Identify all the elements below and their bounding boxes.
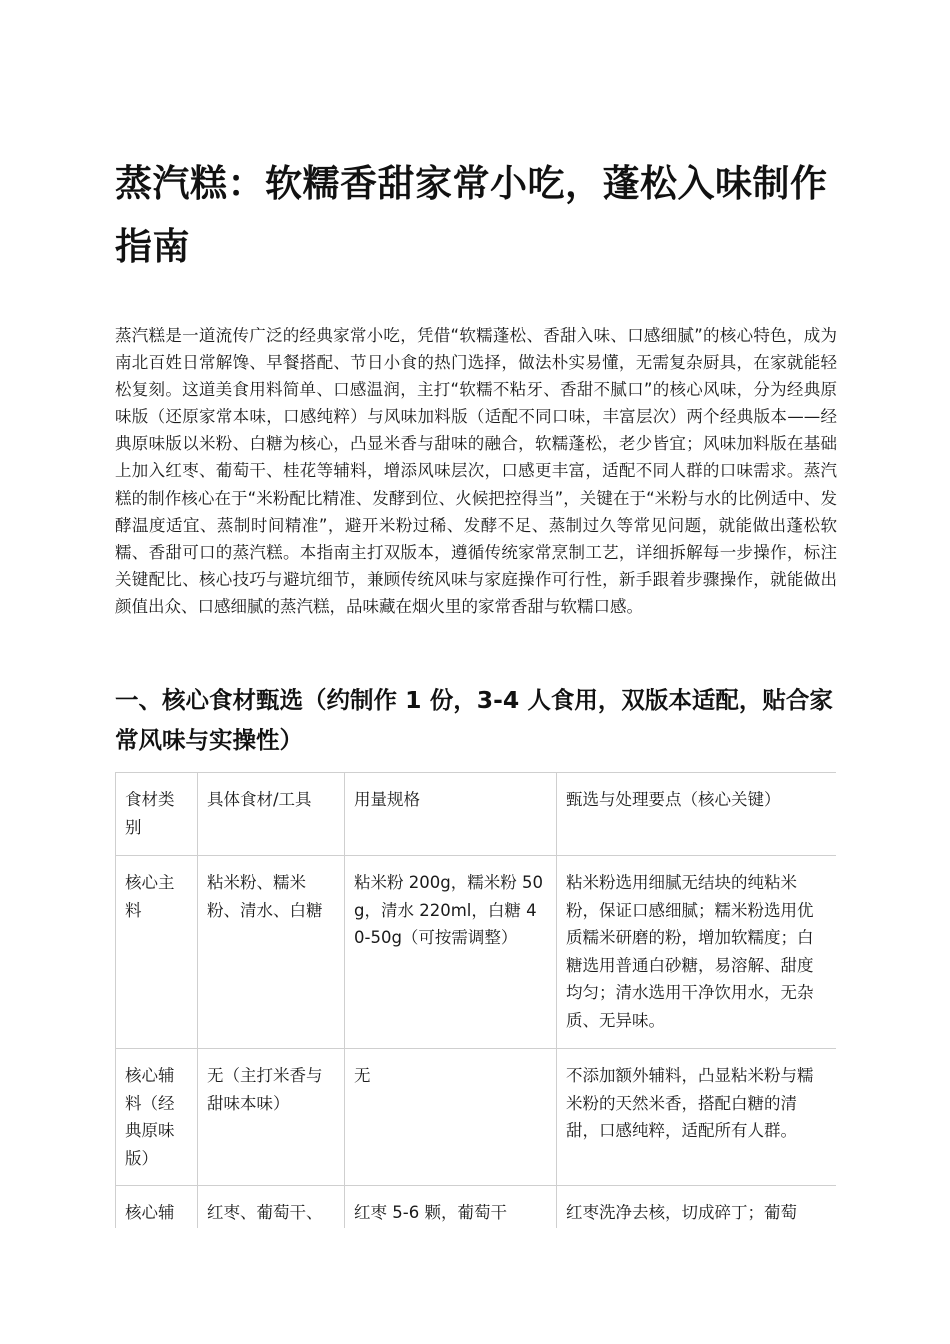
table-row: [116, 1186, 837, 1229]
table-cell-amount: 无: [345, 1049, 557, 1186]
table-header-cell: 具体食材/工具: [198, 773, 345, 856]
table-cell-notes: 不添加额外辅料，凸显粘米粉与糯米粉的天然米香，搭配白糖的清甜，口感纯粹，适配所有人群。: [557, 1049, 837, 1186]
table-cell-notes: 红枣洗净去核，切成碎丁；葡萄: [557, 1186, 837, 1229]
table-cell-items: 粘米粉、糯米粉、清水、白糖: [198, 856, 345, 1049]
table-row: [116, 856, 837, 1049]
table-header-row: [116, 773, 837, 856]
table-cell-category: 核心主料: [116, 856, 198, 1049]
intro-paragraph: 蒸汽糕是一道流传广泛的经典家常小吃，凭借“软糯蓬松、香甜入味、口感细腻”的核心特色，成为南北百姓日常解馋、早餐搭配、节日小食的热门选择，做法朴实易懂，无需复杂厨具，在家就能轻松复刻。这道美食用料简单、口感温润，主打“软糯不粘牙、香甜不腻口”的核心风味，分为经典原味版（还原家常本味，口感纯粹）与风味加料版（适配不同口味，丰富层次）两个经典版本——经典原味版以米粉、白糖为核心，凸显米香与甜味的融合，软糯蓬松，老少皆宜；风味加料版在基础上加入红枣、葡萄干、桂花等辅料，增添风味层次，口感更丰富，适配不同人群的口味需求。蒸汽糕的制作核心在于“米粉配比精准、发酵到位、火候把控得当”，关键在于“米粉与水的比例适中、发酵温度适宜、蒸制时间精准”，避开米粉过稀、发酵不足、蒸制过久等常见问题，就能做出蓬松软糯、香甜可口的蒸汽糕。本指南主打双版本，遵循传统家常烹制工艺，详细拆解每一步操作，标注关键配比、核心技巧与避坑细节，兼顾传统风味与家庭操作可行性，新手跟着步骤操作，就能做出颜值出众、口感细腻的蒸汽糕，品味藏在烟火里的家常香甜与软糯口感。: [115, 326, 837, 616]
table-row: [116, 1049, 837, 1186]
ingredients-table: [115, 772, 836, 1228]
table-header-cell: 甄选与处理要点（核心关键）: [557, 773, 837, 856]
table-cell-items: 红枣、葡萄干、: [198, 1186, 345, 1229]
section-heading-ingredients: 一、核心食材甄选（约制作 1 份，3-4 人食用，双版本适配，贴合家常风味与实操性）: [115, 686, 833, 754]
table-cell-notes: 粘米粉选用细腻无结块的纯粘米粉，保证口感细腻；糯米粉选用优质糯米研磨的粉，增加软糯度；白糖选用普通白砂糖，易溶解、甜度均匀；清水选用干净饮用水，无杂质、无异味。: [557, 856, 837, 1049]
table-cell-category: 核心辅: [116, 1186, 198, 1229]
table-cell-category: 核心辅料（经典原味版）: [116, 1049, 198, 1186]
table-cell-items: 无（主打米香与甜味本味）: [198, 1049, 345, 1186]
ingredients-table-container: [115, 772, 836, 1228]
table-header-cell: 食材类别: [116, 773, 198, 856]
table-header-cell: 用量规格: [345, 773, 557, 856]
table-cell-amount: 粘米粉 200g，糯米粉 50g，清水 220ml，白糖 40-50g（可按需调整）: [345, 856, 557, 1049]
page-title: 蒸汽糕：软糯香甜家常小吃，蓬松入味制作指南: [115, 162, 828, 268]
table-cell-amount: 红枣 5-6 颗，葡萄干: [345, 1186, 557, 1229]
